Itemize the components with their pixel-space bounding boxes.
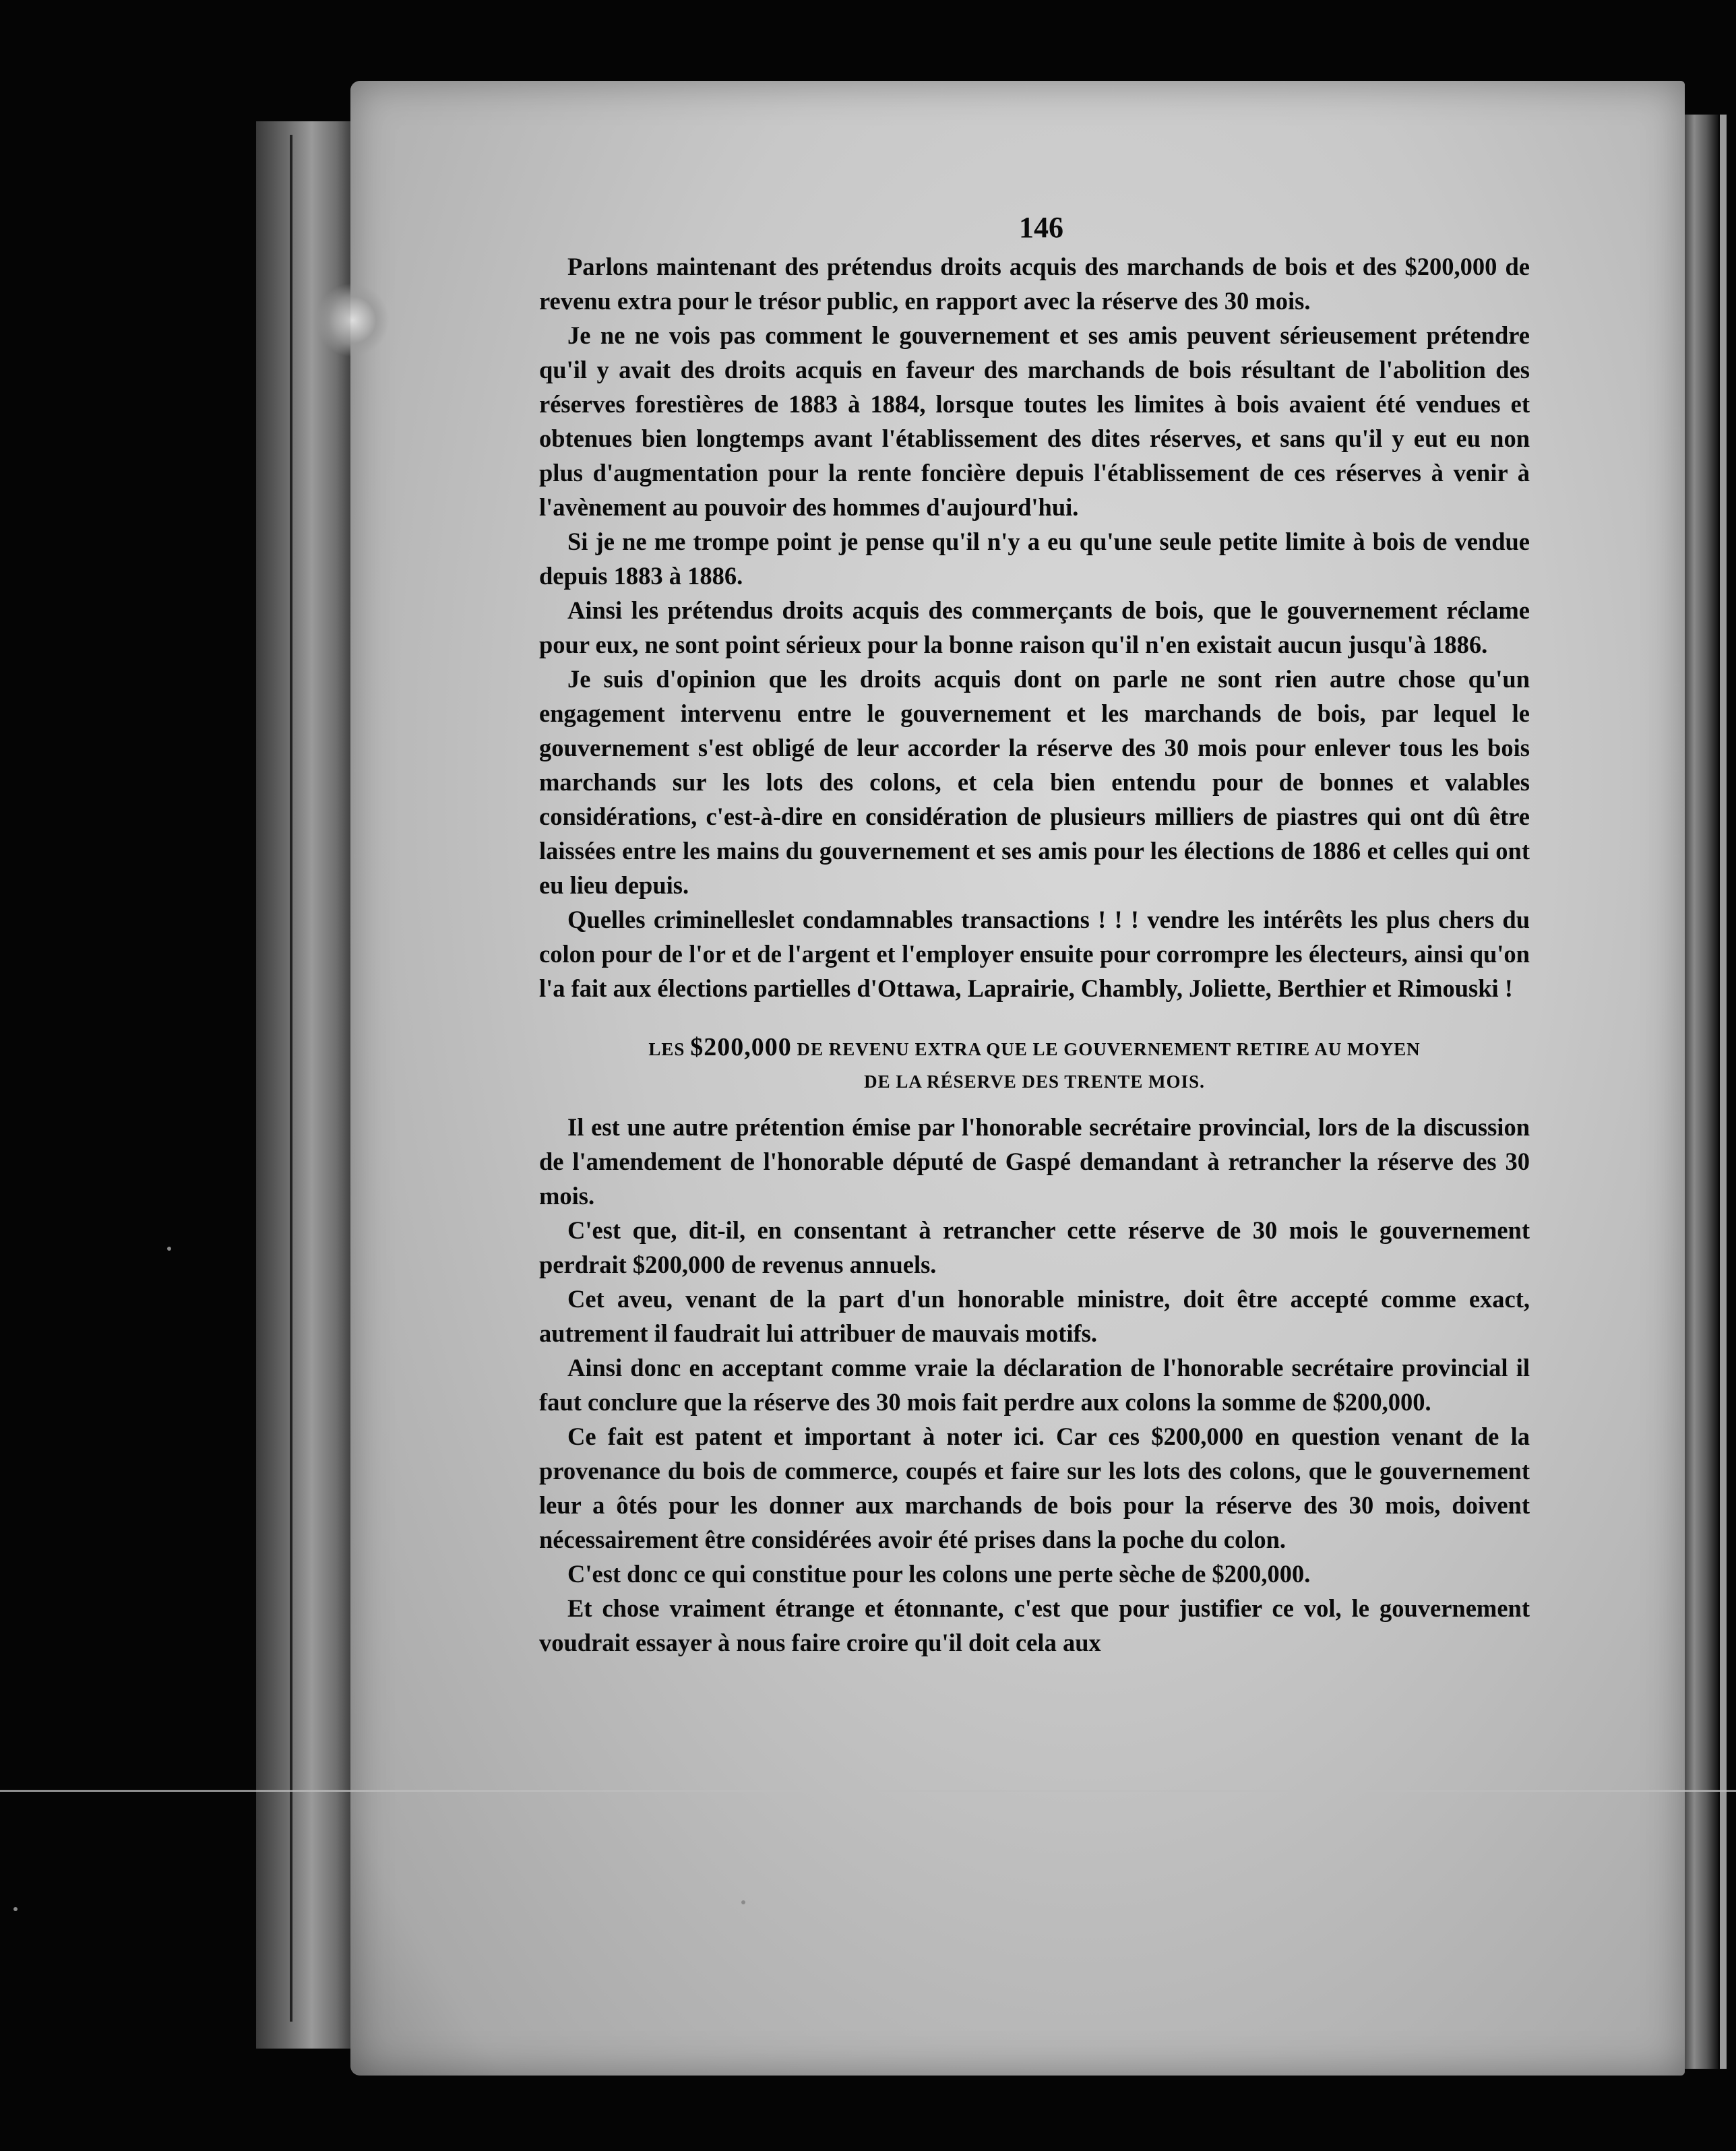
page-body bbox=[539, 249, 1530, 1660]
paragraph: Ainsi les prétendus droits acquis des commerçants de bois, que le gouvernement réclame pour eux, ne sont point sérieux pour la bonne raison qu'il n'en existait aucun jusqu'à 1886. bbox=[539, 596, 1530, 658]
section-heading-prefix: LES bbox=[648, 1039, 685, 1059]
dust-speck bbox=[167, 1247, 171, 1251]
section-heading-line-1 bbox=[539, 1031, 1530, 1065]
page-number: 146 bbox=[1019, 211, 1063, 244]
paragraph: Ce fait est patent et important à noter ici. Car ces $200,000 en question venant de la provenance du bois de commerce, coupés et faire sur les lots des colons, que le gouvernement leur a ôtés pour les donner aux marchands de bois pour la réserve des 30 mois, doivent nécessairement être considérées avoir été prises dans la poche du colon. bbox=[539, 1423, 1530, 1553]
book-left-edge bbox=[256, 121, 357, 2049]
section-heading-line-2: DE LA RÉSERVE DES TRENTE MOIS. bbox=[864, 1071, 1205, 1092]
section-heading bbox=[539, 1031, 1530, 1098]
paragraph: Cet aveu, venant de la part d'un honorable ministre, doit être accepté comme exact, autrement il faudrait lui attribuer de mauvais motifs. bbox=[539, 1285, 1530, 1347]
paragraph: Je suis d'opinion que les droits acquis dont on parle ne sont rien autre chose qu'un engagement intervenu entre le gouvernement et les marchands de bois, par lequel le gouvernement s'est obligé de leur accorder la réserve des 30 mois pour enlever tous les bois marchands sur les lots des colons, et cela bien entendu pour de bonnes et valables considérations, c'est-à-dire en considération de plusieurs milliers de piastres qui ont dû être laissées entre les mains du gouvernement et ses amis pour les élections de 1886 et celles qui ont eu lieu depuis. bbox=[539, 665, 1530, 899]
book-right-edge-thin bbox=[1720, 115, 1727, 2069]
section-heading-amount: $200,000 bbox=[690, 1033, 792, 1061]
paragraph: C'est que, dit-il, en consentant à retrancher cette réserve de 30 mois le gouvernement perdrait $200,000 de revenus annuels. bbox=[539, 1216, 1530, 1278]
dust-speck bbox=[13, 1907, 18, 1911]
paragraph: Ainsi donc en acceptant comme vraie la déclaration de l'honorable secrétaire provincial il faut conclure que la réserve des 30 mois fait perdre aux colons la somme de $200,000. bbox=[539, 1354, 1530, 1416]
dust-speck bbox=[741, 1900, 745, 1904]
paragraph: Si je ne me trompe point je pense qu'il n'y a eu qu'une seule petite limite à bois de vendue depuis 1883 à 1886. bbox=[539, 528, 1530, 590]
section-heading-rest: DE REVENU EXTRA QUE LE GOUVERNEMENT RETIRE AU MOYEN bbox=[797, 1039, 1421, 1059]
ink-blot-mark bbox=[315, 283, 390, 357]
paragraph: C'est donc ce qui constitue pour les colons une perte sèche de $200,000. bbox=[567, 1560, 1311, 1588]
scan-artifact-line bbox=[0, 1790, 1736, 1792]
paragraph: Parlons maintenant des prétendus droits acquis des marchands de bois et des $200,000 de revenu extra pour le trésor public, en rapport avec la réserve des 30 mois. bbox=[539, 253, 1530, 315]
paragraph: Et chose vraiment étrange et étonnante, c'est que pour justifier ce vol, le gouvernement voudrait essayer à nous faire croire qu'il doit cela aux bbox=[539, 1594, 1530, 1656]
paragraph: Je ne ne vois pas comment le gouvernement et ses amis peuvent sérieusement prétendre qu'il y avait des droits acquis en faveur des marchands de bois résultant de l'abolition des réserves forestières de 1883 à 1884, lorsque toutes les limites à bois avaient été vendues et obtenues bien longtemps avant l'établissement des dites réserves, et sans qu'il y eut eu non plus d'augmentation pour la rente foncière depuis l'établissement de ces réserves à venir à l'avènement au pouvoir des hommes d'aujourd'hui. bbox=[539, 321, 1530, 521]
paragraph: Quelles criminelleslet condamnables transactions ! ! ! vendre les intérêts les plus chers du colon pour de l'or et de l'argent et l'employer ensuite pour corrompre les électeurs, ainsi qu'on l'a fait aux élections partielles d'Ottawa, Laprairie, Chambly, Joliette, Berthier et Rimouski ! bbox=[539, 906, 1530, 1002]
paragraph: Il est une autre prétention émise par l'honorable secrétaire provincial, lors de la discussion de l'amendement de l'honorable député de Gaspé demandant à retrancher la réserve des 30 mois. bbox=[539, 1113, 1530, 1210]
